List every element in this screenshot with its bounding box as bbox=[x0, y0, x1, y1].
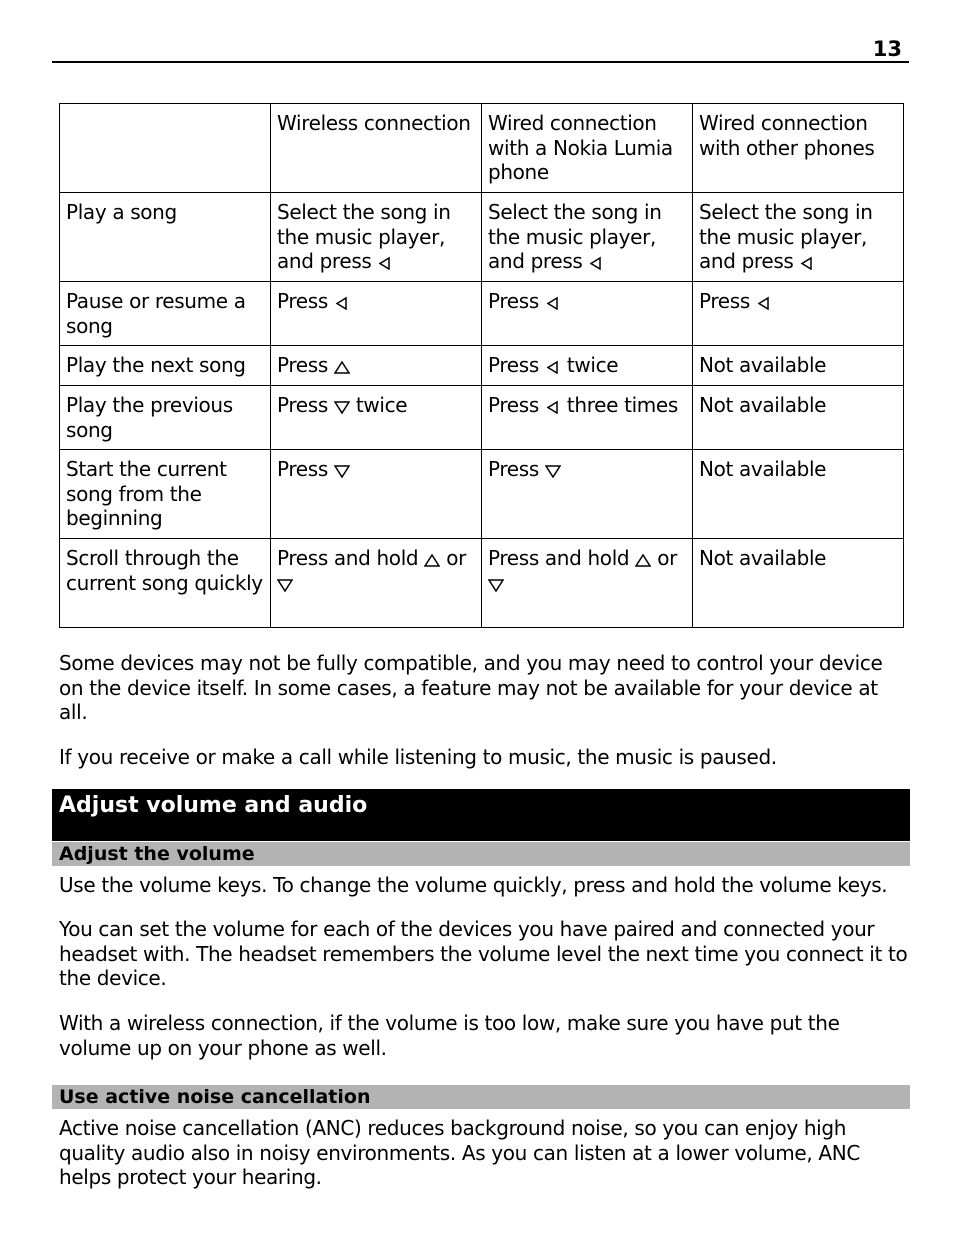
action-cell: Play a song bbox=[60, 193, 271, 282]
cell-text: Press bbox=[488, 393, 539, 417]
left-triangle-icon bbox=[377, 256, 393, 270]
lumia-cell bbox=[482, 193, 693, 282]
table-row bbox=[60, 282, 904, 346]
cell-text: Press and hold bbox=[277, 546, 419, 570]
anc-paragraph: Active noise cancellation (ANC) reduces background noise, so you can enjoy high quality audio also in noisy environments. As you can listen at a lower volume, ANC helps protect your hearing. bbox=[59, 1116, 860, 1189]
down-triangle-icon bbox=[334, 400, 350, 414]
cell-text: Select the song in the music player, and press bbox=[699, 200, 873, 273]
cell-text: Not available bbox=[699, 546, 827, 570]
cell-text: Press bbox=[277, 289, 328, 313]
volume-paragraph-2: You can set the volume for each of the devices you have paired and connected your headset with. The headset remembers the volume level the next time you connect it to the device. bbox=[59, 917, 908, 990]
cell-suffix: twice bbox=[566, 353, 619, 377]
left-triangle-icon bbox=[545, 296, 561, 310]
cell-text: Not available bbox=[699, 393, 827, 417]
table-row bbox=[60, 386, 904, 450]
cell-suffix: or bbox=[446, 546, 467, 570]
lumia-cell bbox=[482, 539, 693, 628]
call-pause-paragraph: If you receive or make a call while listening to music, the music is paused. bbox=[59, 745, 777, 769]
lumia-cell bbox=[482, 386, 693, 450]
left-triangle-icon bbox=[588, 256, 604, 270]
section-title: Adjust volume and audio bbox=[52, 789, 910, 841]
table-header-row bbox=[60, 104, 904, 193]
down-triangle-icon bbox=[277, 578, 293, 592]
volume-paragraph-1: Use the volume keys. To change the volume quickly, press and hold the volume keys. bbox=[59, 873, 888, 897]
other-cell bbox=[693, 450, 904, 539]
other-cell bbox=[693, 193, 904, 282]
page-number: 13 bbox=[872, 37, 902, 61]
left-triangle-icon bbox=[799, 256, 815, 270]
left-triangle-icon bbox=[334, 296, 350, 310]
up-triangle-icon bbox=[424, 553, 440, 567]
cell-text: Select the song in the music player, and press bbox=[488, 200, 662, 273]
column-header: Wired connection with other phones bbox=[693, 104, 904, 193]
cell-text: Not available bbox=[699, 457, 827, 481]
cell-text: Press bbox=[277, 457, 328, 481]
up-triangle-icon bbox=[635, 553, 651, 567]
other-cell bbox=[693, 346, 904, 386]
cell-text: Press bbox=[488, 353, 539, 377]
left-triangle-icon bbox=[545, 360, 561, 374]
down-triangle-icon bbox=[545, 464, 561, 478]
wireless-cell bbox=[271, 346, 482, 386]
cell-text: Not available bbox=[699, 353, 827, 377]
lumia-cell bbox=[482, 450, 693, 539]
other-cell bbox=[693, 282, 904, 346]
action-cell: Start the current song from the beginning bbox=[60, 450, 271, 539]
left-triangle-icon bbox=[545, 400, 561, 414]
cell-text: Press bbox=[699, 289, 750, 313]
anc-heading: Use active noise cancellation bbox=[52, 1085, 910, 1109]
adjust-volume-heading: Adjust the volume bbox=[52, 842, 910, 866]
cell-suffix: or bbox=[657, 546, 678, 570]
header-rule bbox=[52, 61, 909, 63]
cell-text: Press bbox=[488, 457, 539, 481]
table-row bbox=[60, 346, 904, 386]
cell-text: Press bbox=[277, 393, 328, 417]
wireless-cell bbox=[271, 386, 482, 450]
other-cell bbox=[693, 539, 904, 628]
action-cell: Scroll through the current song quickly bbox=[60, 539, 271, 628]
cell-text: Select the song in the music player, and press bbox=[277, 200, 451, 273]
cell-text: Press bbox=[277, 353, 328, 377]
wireless-cell bbox=[271, 539, 482, 628]
cell-suffix: twice bbox=[355, 393, 408, 417]
wireless-cell bbox=[271, 193, 482, 282]
cell-text: Press bbox=[488, 289, 539, 313]
action-cell: Play the previous song bbox=[60, 386, 271, 450]
left-triangle-icon bbox=[756, 296, 772, 310]
up-triangle-icon bbox=[334, 360, 350, 374]
down-triangle-icon bbox=[488, 578, 504, 592]
lumia-cell bbox=[482, 282, 693, 346]
lumia-cell bbox=[482, 346, 693, 386]
cell-text: Press and hold bbox=[488, 546, 630, 570]
wireless-cell bbox=[271, 450, 482, 539]
action-cell: Play the next song bbox=[60, 346, 271, 386]
table-row bbox=[60, 193, 904, 282]
action-cell: Pause or resume a song bbox=[60, 282, 271, 346]
table-row bbox=[60, 450, 904, 539]
down-triangle-icon bbox=[334, 464, 350, 478]
column-header: Wireless connection bbox=[271, 104, 482, 193]
volume-paragraph-3: With a wireless connection, if the volume is too low, make sure you have put the volume up on your phone as well. bbox=[59, 1011, 840, 1060]
controls-table bbox=[59, 103, 904, 628]
cell-suffix: three times bbox=[566, 393, 678, 417]
wireless-cell bbox=[271, 282, 482, 346]
column-header bbox=[60, 104, 271, 193]
table-row bbox=[60, 539, 904, 628]
compatibility-paragraph: Some devices may not be fully compatible, and you may need to control your device on the device itself. In some cases, a feature may not be available for your device at all. bbox=[59, 651, 883, 724]
column-header: Wired connection with a Nokia Lumia phone bbox=[482, 104, 693, 193]
other-cell bbox=[693, 386, 904, 450]
